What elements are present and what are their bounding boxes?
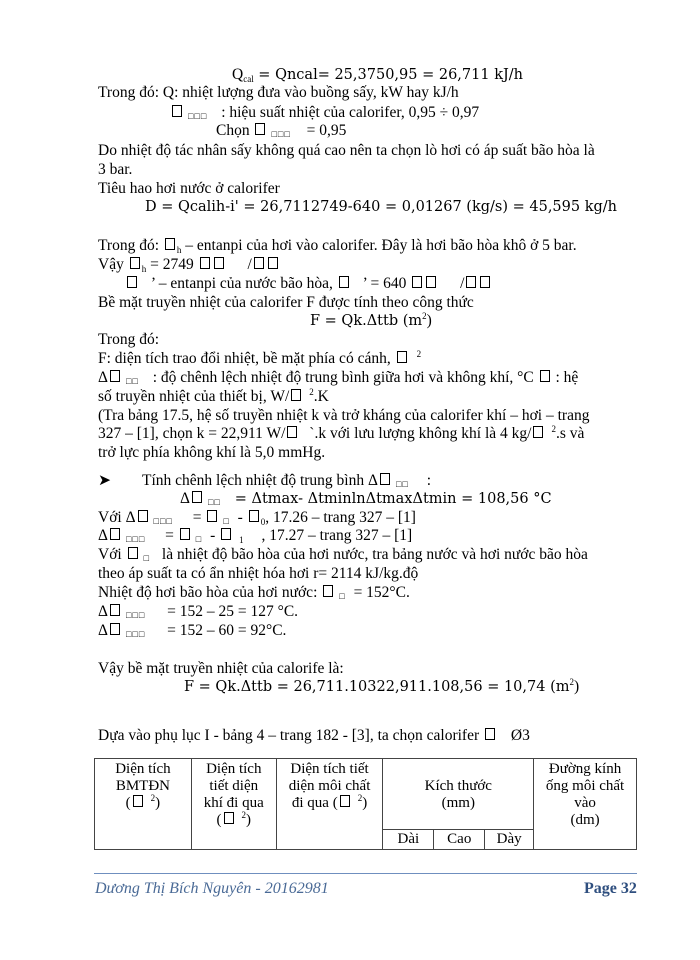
saturation-temp-text: Với □ là nhiệt độ bão hòa của hơi nước, tra bảng nước và hơi nước bão hòa <box>98 546 588 563</box>
surface-result-heading: Vậy bề mặt truyền nhiệt của calorife là: <box>98 660 344 677</box>
steam-consumption-heading: Tiêu hao hơi nước ở calorifer <box>98 180 280 197</box>
eta-description: □□□ : hiệu suất nhiệt của calorifer, 0,95 ÷ 0,97 <box>170 104 479 125</box>
delta-definition: Δ □□ : độ chênh lệch nhiệt độ trung bình giữa hơi và không khí, °C : hệ <box>98 369 579 386</box>
saturation-temp-value: Nhiệt độ hơi bão hòa của hơi nước: □ = 152°C. <box>98 584 410 601</box>
delta-tb-formula: Δ □□ = Δtmax- ΔtminlnΔtmaxΔtmin = 108,56 °C <box>180 490 552 507</box>
arrow-bullet-icon: ➤ <box>98 472 111 489</box>
trong-do-q-text: Trong đó: Q: nhiệt lượng đưa vào buồng sấy, kW hay kJ/h <box>98 84 459 101</box>
i-prime-definition: ’ – entanpi của nước bão hòa, ’ = 640 / <box>125 275 492 293</box>
pressure-value-text: 3 bar. <box>98 161 133 178</box>
heat-surface-heading: Bề mặt truyền nhiệt của calorifer F được tính theo công thức <box>98 294 474 311</box>
subheader-height: Cao <box>434 830 485 850</box>
k-definition: số truyền nhiệt của thiết bị, W/ $^2$.K <box>98 387 329 405</box>
chosen-k-text: 327 – [1], chọn k = 22,911 W/ `.k với lưu lượng không khí là 4 kg/ $^2$.s và <box>98 424 585 442</box>
missing-glyph-icon <box>287 426 297 438</box>
missing-glyph-icon <box>255 123 265 135</box>
footer-divider <box>94 873 637 874</box>
missing-glyph-icon <box>172 105 182 117</box>
f-result-formula: F = Qk.Δttb = 26,711.10322,911.108,56 = 10,74 $(m^2)$ <box>184 677 580 695</box>
header-inlet-pipe-diameter: Đường kính ống môi chất vào (dm) <box>534 759 637 850</box>
table-header-row <box>95 759 637 830</box>
calorifer-selection-text: Dựa vào phụ lục I - bảng 4 – trang 182 - [3], ta chọn calorifer Ø3 <box>98 727 530 744</box>
footer-author: Dương Thị Bích Nguyên - 20162981 <box>95 880 329 897</box>
missing-glyph-icon <box>165 238 175 250</box>
delta-ra-definition: Δ □□□ = □ - $_1$ , 17.27 – trang 327 – [1] <box>98 527 413 545</box>
qcal-formula: $Q_{cal}$ = Qncal= 25,3750,95 = 26,711 kJ/h <box>232 66 524 84</box>
header-dimensions: Kích thước (mm) <box>383 759 534 830</box>
delta-vao-definition: Với Δ □□□ = □ - $_0$, 17.26 – trang 327 – [1] <box>98 509 416 527</box>
header-medium-cross-section: Diện tích tiết diện môi chất đi qua ( $^2$) <box>276 759 383 850</box>
missing-glyph-icon <box>110 370 120 382</box>
header-bmtdn-area: Diện tích BMTĐN ( $^2$) <box>95 759 192 850</box>
missing-glyph-icon <box>291 389 301 401</box>
delta-vao-value: Δ □□□ = 152 – 25 = 127 °C. <box>98 603 299 620</box>
footer-page-number: Page 32 <box>584 880 637 897</box>
pressure-choice-text: Do nhiệt độ tác nhân sấy không quá cao nên ta chọn lò hơi có áp suất bão hòa là <box>98 142 595 159</box>
delta-ra-value: Δ □□□ = 152 – 60 = 92°C. <box>98 622 287 639</box>
resistance-text: trở lực phía không khí là 5,0 mmHg. <box>98 444 326 461</box>
subheader-length: Dài <box>383 830 434 850</box>
ih-definition: Trong đó: $_h$ – entanpi của hơi vào calorifer. Đây là hơi bão hòa khô ở 5 bar. <box>98 237 577 255</box>
ih-value: Vậy $_h$ = 2749 / <box>98 256 280 274</box>
f-definition: F: diện tích trao đổi nhiệt, bề mặt phía có cánh, $^2$ <box>98 349 422 367</box>
chon-eta-line: Chọn □□□ = 0,95 <box>216 122 347 139</box>
bullet-delta-tb: ➤ Tính chênh lệch nhiệt độ trung bình Δ □□ : <box>98 472 432 489</box>
header-gas-cross-section: Diện tích tiết diện khí đi qua ( $^2$) <box>191 759 276 850</box>
missing-glyph-icon <box>192 491 202 503</box>
trong-do-label: Trong đó: <box>98 331 160 348</box>
calorifer-spec-table <box>94 758 637 850</box>
table-reference-text: (Tra bảng 17.5, hệ số truyền nhiệt k và trở kháng của calorifer khí – hơi – trang <box>98 407 590 424</box>
subheader-thickness: Dày <box>485 830 534 850</box>
missing-glyph-icon <box>397 351 407 363</box>
missing-glyph-icon <box>130 257 140 269</box>
latent-heat-text: theo áp suất ta có ẩn nhiệt hóa hơi r= 2114 kJ/kg.độ <box>98 565 419 582</box>
missing-glyph-icon <box>127 276 137 288</box>
d-formula: D = Qcalih-i' = 26,7112749-640 = 0,01267 (kg/s) = 45,595 kg/h <box>145 199 618 215</box>
f-formula: F = Qk.Δttb $(m^2)$ <box>310 311 432 329</box>
